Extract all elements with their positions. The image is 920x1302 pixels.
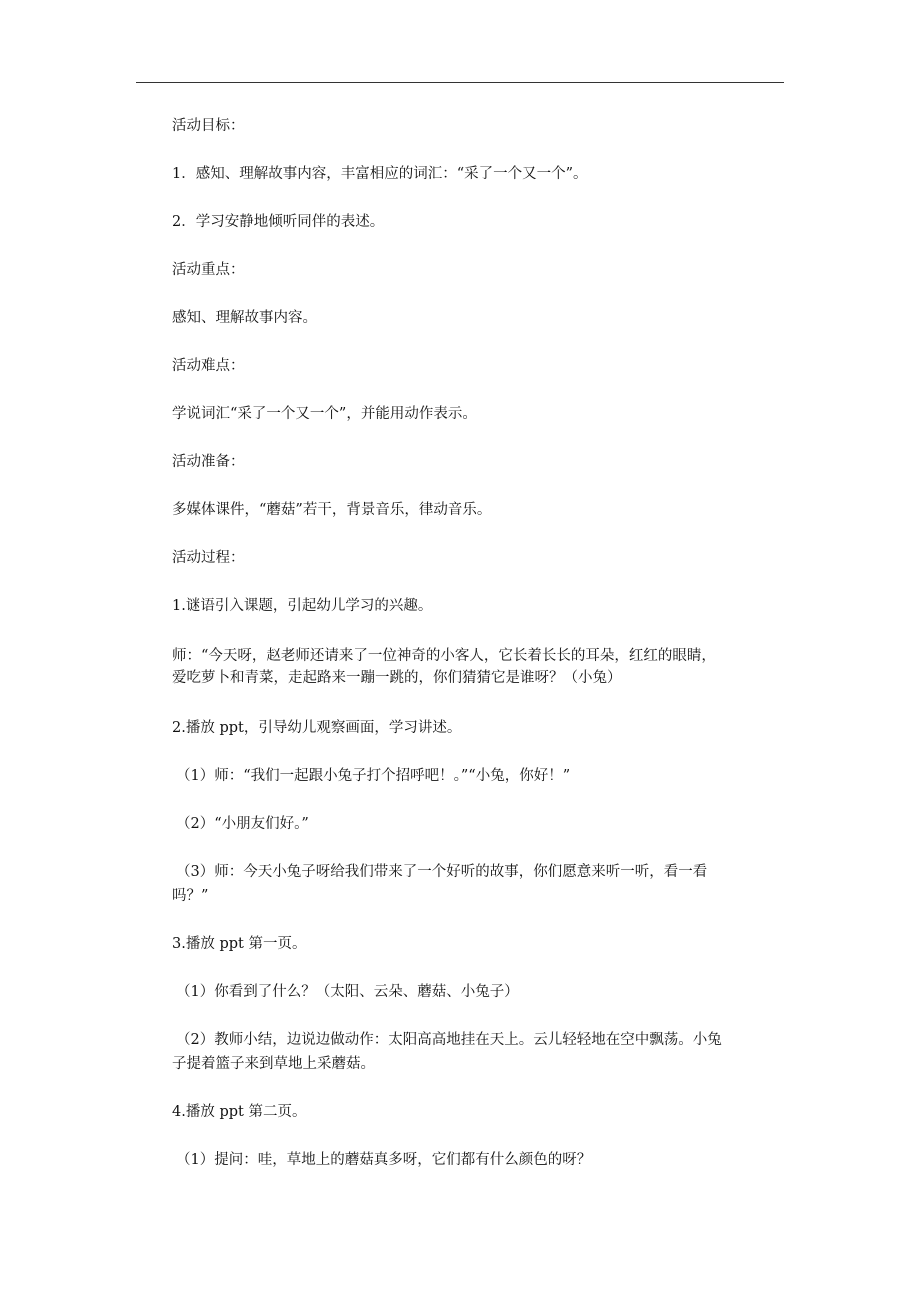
step-2-item-3-line-2: 吗？” <box>172 888 209 904</box>
heading-goals: 活动目标： <box>172 118 245 134</box>
preparation-text: 多媒体课件，“蘑菇”若干，背景音乐，律动音乐。 <box>172 502 492 518</box>
step-4-item-1: （1）提问：哇，草地上的蘑菇真多呀，它们都有什么颜色的呀？ <box>176 1152 592 1168</box>
teacher-riddle-line-2: 爱吃萝卜和青菜，走起路来一蹦一跳的，你们猜猜它是谁呀？（小兔） <box>172 670 622 686</box>
step-2: 2.播放 ppt，引导幼儿观察画面，学习讲述。 <box>172 720 462 736</box>
heading-key-points: 活动重点： <box>172 262 245 278</box>
goal-1: 1．感知、理解故事内容，丰富相应的词汇：“采了一个又一个”。 <box>172 166 588 182</box>
step-3: 3.播放 ppt 第一页。 <box>172 936 307 952</box>
step-1: 1.谜语引入课题，引起幼儿学习的兴趣。 <box>172 598 433 614</box>
step-2-item-1: （1）师：“我们一起跟小兔子打个招呼吧！。”“小兔，你好！” <box>176 768 571 784</box>
key-point-text: 感知、理解故事内容。 <box>172 310 317 326</box>
step-3-item-2-line-1: （2）教师小结，边说边做动作：太阳高高地挂在天上。云儿轻轻地在空中飘荡。小兔 <box>176 1032 722 1048</box>
goal-2: 2．学习安静地倾听同伴的表述。 <box>172 214 385 230</box>
step-2-item-2: （2）“小朋友们好。” <box>176 816 309 832</box>
heading-difficulties: 活动难点： <box>172 358 245 374</box>
step-4: 4.播放 ppt 第二页。 <box>172 1104 307 1120</box>
difficulty-text: 学说词汇“采了一个又一个”，并能用动作表示。 <box>172 406 477 422</box>
step-3-item-1: （1）你看到了什么？（太阳、云朵、蘑菇、小兔子） <box>176 984 519 1000</box>
heading-preparation: 活动准备： <box>172 454 245 470</box>
step-2-item-3-line-1: （3）师：今天小兔子呀给我们带来了一个好听的故事，你们愿意来听一听，看一看 <box>176 864 708 880</box>
header-rule <box>136 82 784 83</box>
teacher-riddle-line-1: 师：“今天呀，赵老师还请来了一位神奇的小客人，它长着长长的耳朵，红红的眼睛， <box>172 648 716 664</box>
step-3-item-2-line-2: 子提着篮子来到草地上采蘑菇。 <box>172 1056 375 1072</box>
heading-process: 活动过程： <box>172 550 245 566</box>
